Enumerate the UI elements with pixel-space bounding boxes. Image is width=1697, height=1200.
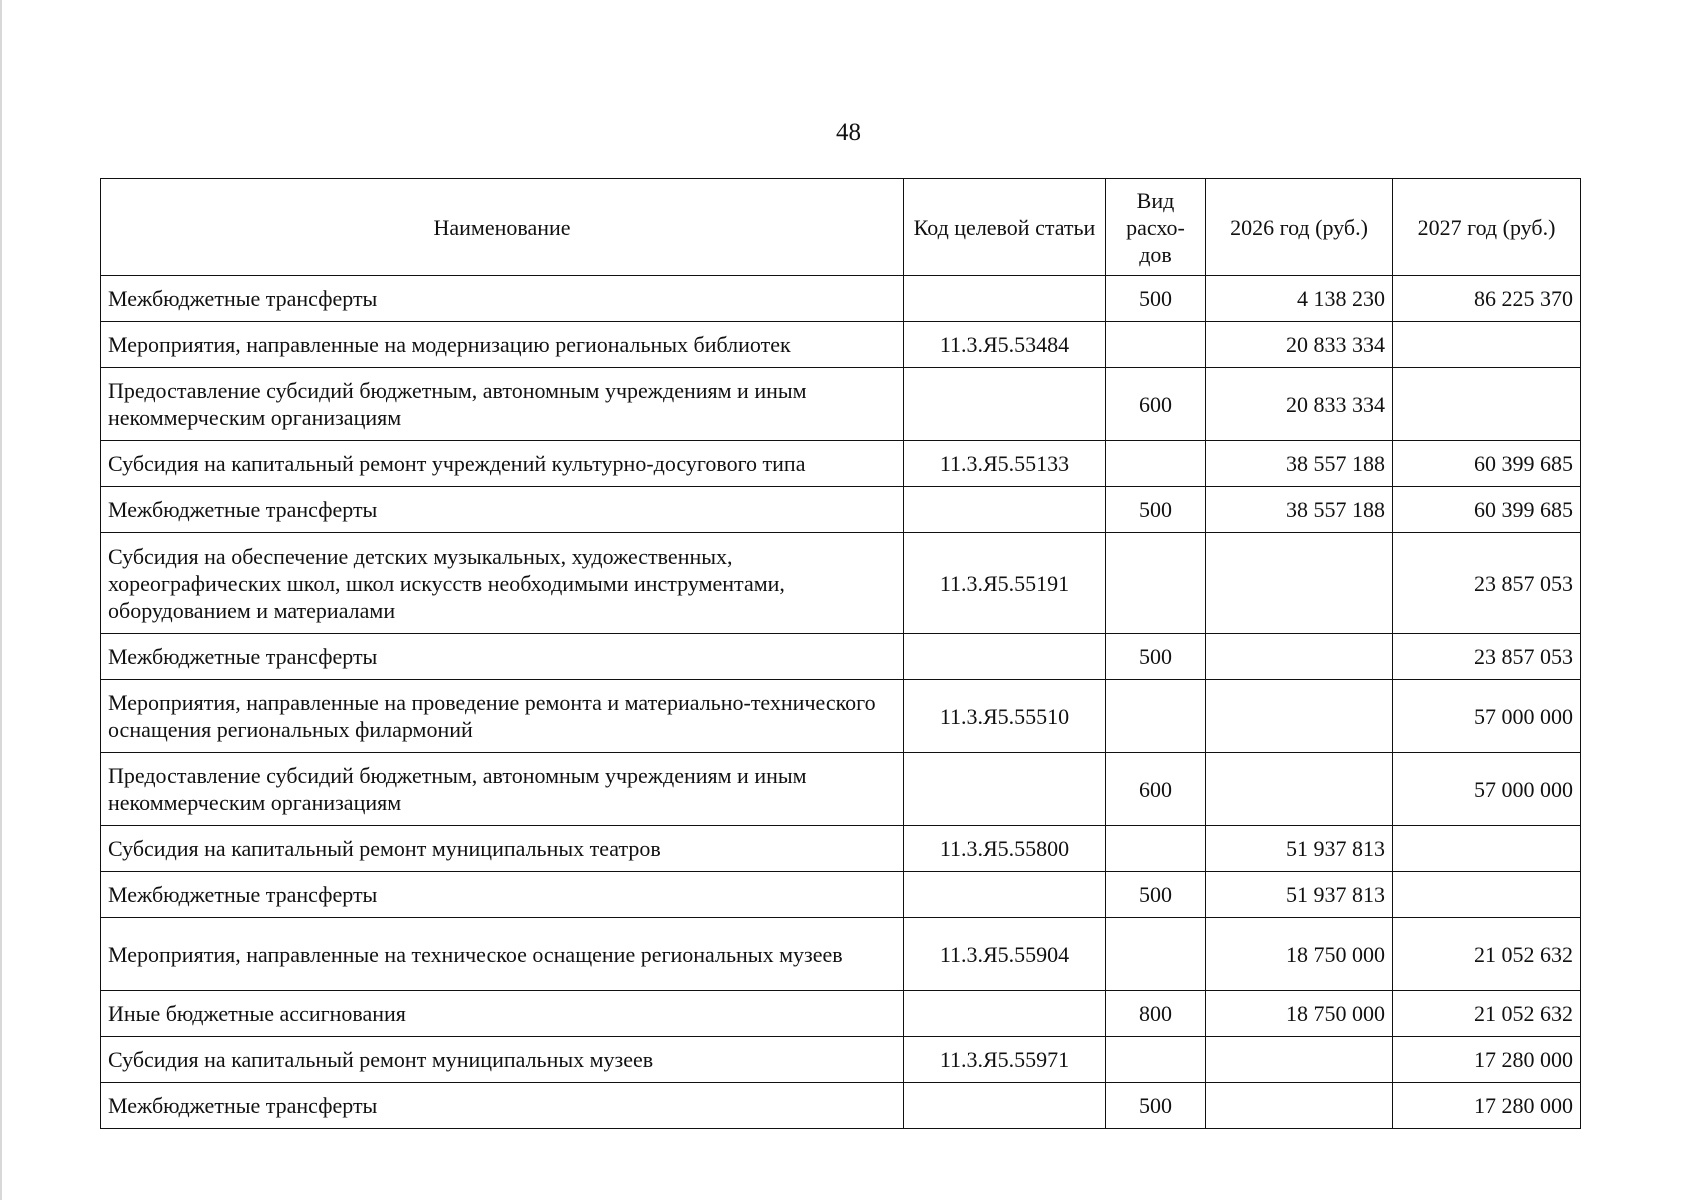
cell-code: 11.3.Я5.55133 [904, 441, 1106, 487]
table-row [101, 753, 1581, 826]
cell-name: Мероприятия, направленные на модернизацию региональных библиотек [101, 322, 904, 368]
cell-name: Межбюджетные трансферты [101, 1083, 904, 1129]
cell-kind [1106, 680, 1206, 753]
cell-code: 11.3.Я5.55510 [904, 680, 1106, 753]
table-row [101, 991, 1581, 1037]
cell-2027: 57 000 000 [1393, 680, 1581, 753]
table-row [101, 1037, 1581, 1083]
cell-kind: 500 [1106, 1083, 1206, 1129]
cell-code [904, 1083, 1106, 1129]
cell-2027: 60 399 685 [1393, 441, 1581, 487]
cell-code [904, 487, 1106, 533]
cell-2026: 20 833 334 [1206, 322, 1393, 368]
cell-code [904, 991, 1106, 1037]
cell-2026: 18 750 000 [1206, 918, 1393, 991]
cell-2026: 18 750 000 [1206, 991, 1393, 1037]
cell-code: 11.3.Я5.55971 [904, 1037, 1106, 1083]
table-row [101, 487, 1581, 533]
cell-2026: 38 557 188 [1206, 487, 1393, 533]
cell-kind [1106, 826, 1206, 872]
table-row [101, 441, 1581, 487]
cell-code: 11.3.Я5.55800 [904, 826, 1106, 872]
cell-name: Субсидия на капитальный ремонт муниципальных музеев [101, 1037, 904, 1083]
table-row [101, 680, 1581, 753]
cell-code [904, 753, 1106, 826]
header-name: Наименование [101, 179, 904, 276]
cell-2026 [1206, 533, 1393, 634]
cell-name: Межбюджетные трансферты [101, 634, 904, 680]
cell-name: Субсидия на обеспечение детских музыкальных, художественных, хореографических школ, школ искусств необходимыми инструментами, оборудованием и материалами [101, 533, 904, 634]
cell-kind [1106, 918, 1206, 991]
cell-code [904, 368, 1106, 441]
cell-kind [1106, 322, 1206, 368]
table-row [101, 826, 1581, 872]
cell-kind: 500 [1106, 872, 1206, 918]
cell-name: Мероприятия, направленные на проведение ремонта и материально-технического оснащения региональных филармоний [101, 680, 904, 753]
cell-2026: 51 937 813 [1206, 872, 1393, 918]
table-row [101, 1083, 1581, 1129]
cell-2026: 51 937 813 [1206, 826, 1393, 872]
cell-name: Субсидия на капитальный ремонт учреждений культурно-досугового типа [101, 441, 904, 487]
table-row [101, 634, 1581, 680]
cell-code [904, 634, 1106, 680]
cell-name: Субсидия на капитальный ремонт муниципальных театров [101, 826, 904, 872]
cell-name: Предоставление субсидий бюджетным, автономным учреждениям и иным некоммерческим организациям [101, 368, 904, 441]
cell-2027: 17 280 000 [1393, 1083, 1581, 1129]
table-row [101, 276, 1581, 322]
table-row [101, 322, 1581, 368]
cell-2026 [1206, 680, 1393, 753]
cell-2027 [1393, 368, 1581, 441]
cell-kind: 500 [1106, 276, 1206, 322]
cell-kind [1106, 1037, 1206, 1083]
table-row [101, 368, 1581, 441]
cell-name: Межбюджетные трансферты [101, 276, 904, 322]
table-row [101, 872, 1581, 918]
cell-name: Межбюджетные трансферты [101, 872, 904, 918]
cell-kind: 500 [1106, 634, 1206, 680]
cell-code: 11.3.Я5.55191 [904, 533, 1106, 634]
cell-name: Мероприятия, направленные на техническое оснащение региональных музеев [101, 918, 904, 991]
cell-2027: 23 857 053 [1393, 533, 1581, 634]
cell-2027: 23 857 053 [1393, 634, 1581, 680]
cell-2026: 20 833 334 [1206, 368, 1393, 441]
cell-kind [1106, 533, 1206, 634]
cell-2026: 4 138 230 [1206, 276, 1393, 322]
table-row [101, 533, 1581, 634]
budget-table [100, 178, 1581, 1129]
cell-name: Предоставление субсидий бюджетным, автономным учреждениям и иным некоммерческим организациям [101, 753, 904, 826]
cell-kind: 500 [1106, 487, 1206, 533]
scan-edge [0, 0, 2, 1200]
cell-2027 [1393, 322, 1581, 368]
cell-kind: 600 [1106, 753, 1206, 826]
cell-kind: 600 [1106, 368, 1206, 441]
cell-code: 11.3.Я5.55904 [904, 918, 1106, 991]
cell-2026 [1206, 634, 1393, 680]
cell-2027: 86 225 370 [1393, 276, 1581, 322]
cell-name: Межбюджетные трансферты [101, 487, 904, 533]
cell-2027 [1393, 826, 1581, 872]
cell-2026 [1206, 753, 1393, 826]
page-number: 48 [836, 119, 861, 146]
cell-code: 11.3.Я5.53484 [904, 322, 1106, 368]
cell-2026 [1206, 1083, 1393, 1129]
cell-2027 [1393, 872, 1581, 918]
cell-2027: 17 280 000 [1393, 1037, 1581, 1083]
cell-kind: 800 [1106, 991, 1206, 1037]
cell-2026: 38 557 188 [1206, 441, 1393, 487]
cell-2027: 57 000 000 [1393, 753, 1581, 826]
header-code: Код целевой статьи [904, 179, 1106, 276]
cell-code [904, 872, 1106, 918]
header-kind: Вид расхо-дов [1106, 179, 1206, 276]
cell-2026 [1206, 1037, 1393, 1083]
cell-code [904, 276, 1106, 322]
cell-2027: 21 052 632 [1393, 918, 1581, 991]
cell-2027: 21 052 632 [1393, 991, 1581, 1037]
table-header-row [101, 179, 1581, 276]
cell-name: Иные бюджетные ассигнования [101, 991, 904, 1037]
table-row [101, 918, 1581, 991]
header-2027: 2027 год (руб.) [1393, 179, 1581, 276]
cell-2027: 60 399 685 [1393, 487, 1581, 533]
cell-kind [1106, 441, 1206, 487]
header-2026: 2026 год (руб.) [1206, 179, 1393, 276]
